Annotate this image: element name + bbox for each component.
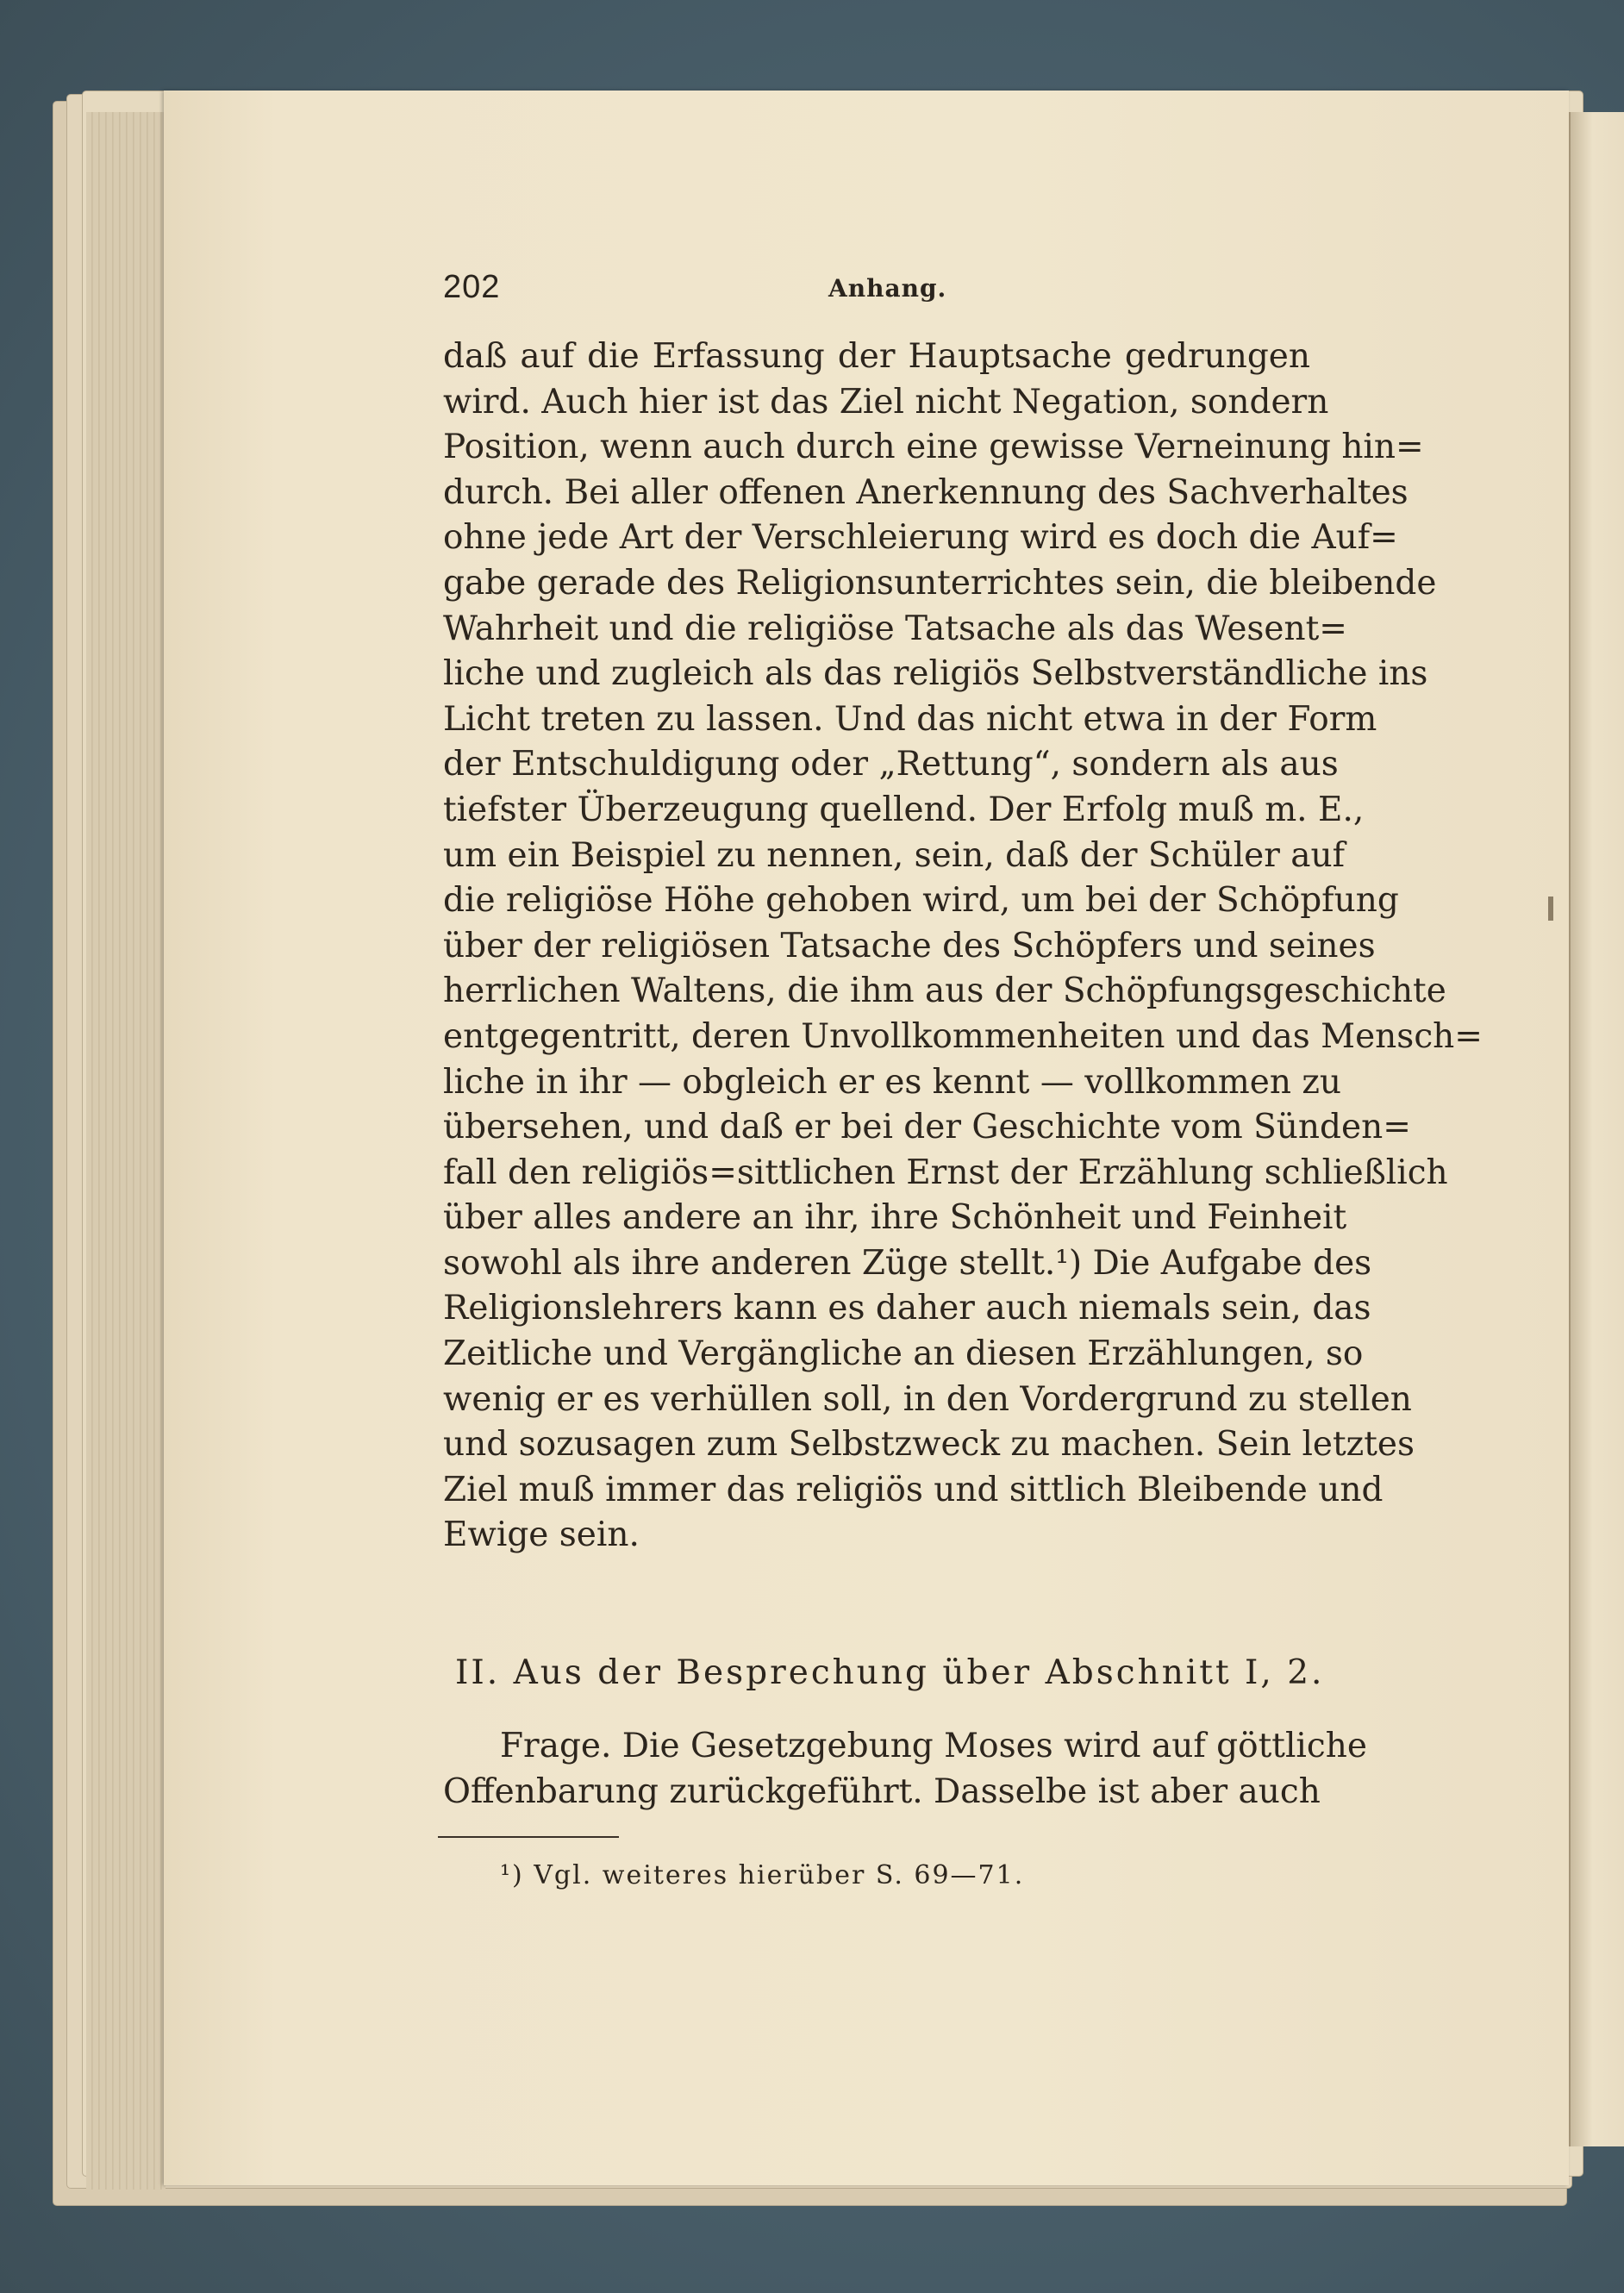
text-line: durch. Bei aller offenen Anerkennung des Sachverhaltes xyxy=(443,472,1409,512)
text-line: die religiöse Höhe gehoben wird, um bei der Schöpfung xyxy=(443,881,1399,921)
text-line: tiefster Überzeugung quellend. Der Erfolg muß m. E., xyxy=(443,790,1365,829)
text-line: fall den religiös=sittlichen Ernst der Erzählung schließlich xyxy=(443,1153,1448,1192)
text-line: übersehen, und daß er bei der Geschichte vom Sünden= xyxy=(443,1108,1411,1147)
text-line: Zeitliche und Vergängliche an diesen Erzählungen, so xyxy=(443,1334,1364,1374)
text-line: der Entschuldigung oder „Rettung“, sondern als aus xyxy=(443,745,1339,784)
page-edges xyxy=(86,112,166,2190)
text-line: Position, wenn auch durch eine gewisse Verneinung hin= xyxy=(443,428,1424,467)
text-line: Licht treten zu lassen. Und das nicht etwa in der Form xyxy=(443,699,1377,739)
running-head: Anhang. xyxy=(828,274,947,303)
text-line: herrlichen Waltens, die ihm aus der Schöpfungsgeschichte xyxy=(443,972,1446,1011)
text-line: entgegentritt, deren Unvollkommenheiten und das Mensch= xyxy=(443,1016,1483,1056)
section-heading: II. Aus der Besprechung über Abschnitt I, 2. xyxy=(455,1653,1325,1692)
text-line: wenig er es verhüllen soll, in den Vordergrund zu stellen xyxy=(443,1379,1412,1419)
text-line: liche und zugleich als das religiös Selbstverständliche ins xyxy=(443,654,1428,694)
text-line: sowohl als ihre anderen Züge stellt.¹) Die Aufgabe des xyxy=(443,1243,1372,1283)
text-line: Ziel muß immer das religiös und sittlich Bleibende und xyxy=(443,1470,1384,1509)
page-header xyxy=(443,269,1305,321)
text-line: wird. Auch hier ist das Ziel nicht Negation, sondern xyxy=(443,382,1329,422)
text-line: Frage. Die Gesetzgebung Moses wird auf göttliche xyxy=(500,1727,1367,1765)
text-line: um ein Beispiel zu nennen, sein, daß der Schüler auf xyxy=(443,835,1346,875)
footnote: ¹) Vgl. weiteres hierüber S. 69—71. xyxy=(500,1860,1025,1890)
page-mark xyxy=(1548,897,1553,921)
text-line: und sozusagen zum Selbstzweck zu machen. Sein letztes xyxy=(443,1425,1415,1465)
text-line: ohne jede Art der Verschleierung wird es doch die Auf= xyxy=(443,518,1398,558)
text-line: über der religiösen Tatsache des Schöpfers und seines xyxy=(443,926,1376,965)
text-line: Offenbarung zurückgeführt. Dasselbe ist aber auch xyxy=(443,1771,1321,1811)
text-line: Religionslehrers kann es daher auch niemals sein, das xyxy=(443,1289,1371,1328)
facing-page-edge xyxy=(1569,112,1624,2146)
page-number: 202 xyxy=(443,269,501,305)
text-line: liche in ihr — obgleich er es kennt — vollkommen zu xyxy=(443,1062,1342,1102)
text-line: über alles andere an ihr, ihre Schönheit und Feinheit xyxy=(443,1198,1347,1238)
text-line: Ewige sein. xyxy=(443,1515,640,1555)
text-line: Wahrheit und die religiöse Tatsache als das Wesent= xyxy=(443,609,1347,648)
text-line: daß auf die Erfassung der Hauptsache gedrungen xyxy=(443,337,1310,376)
footnote-divider xyxy=(438,1836,619,1838)
text-line: gabe gerade des Religionsunterrichtes sein, die bleibende xyxy=(443,563,1437,603)
body-paragraph xyxy=(443,334,1483,1559)
question-paragraph xyxy=(443,1724,1367,1815)
